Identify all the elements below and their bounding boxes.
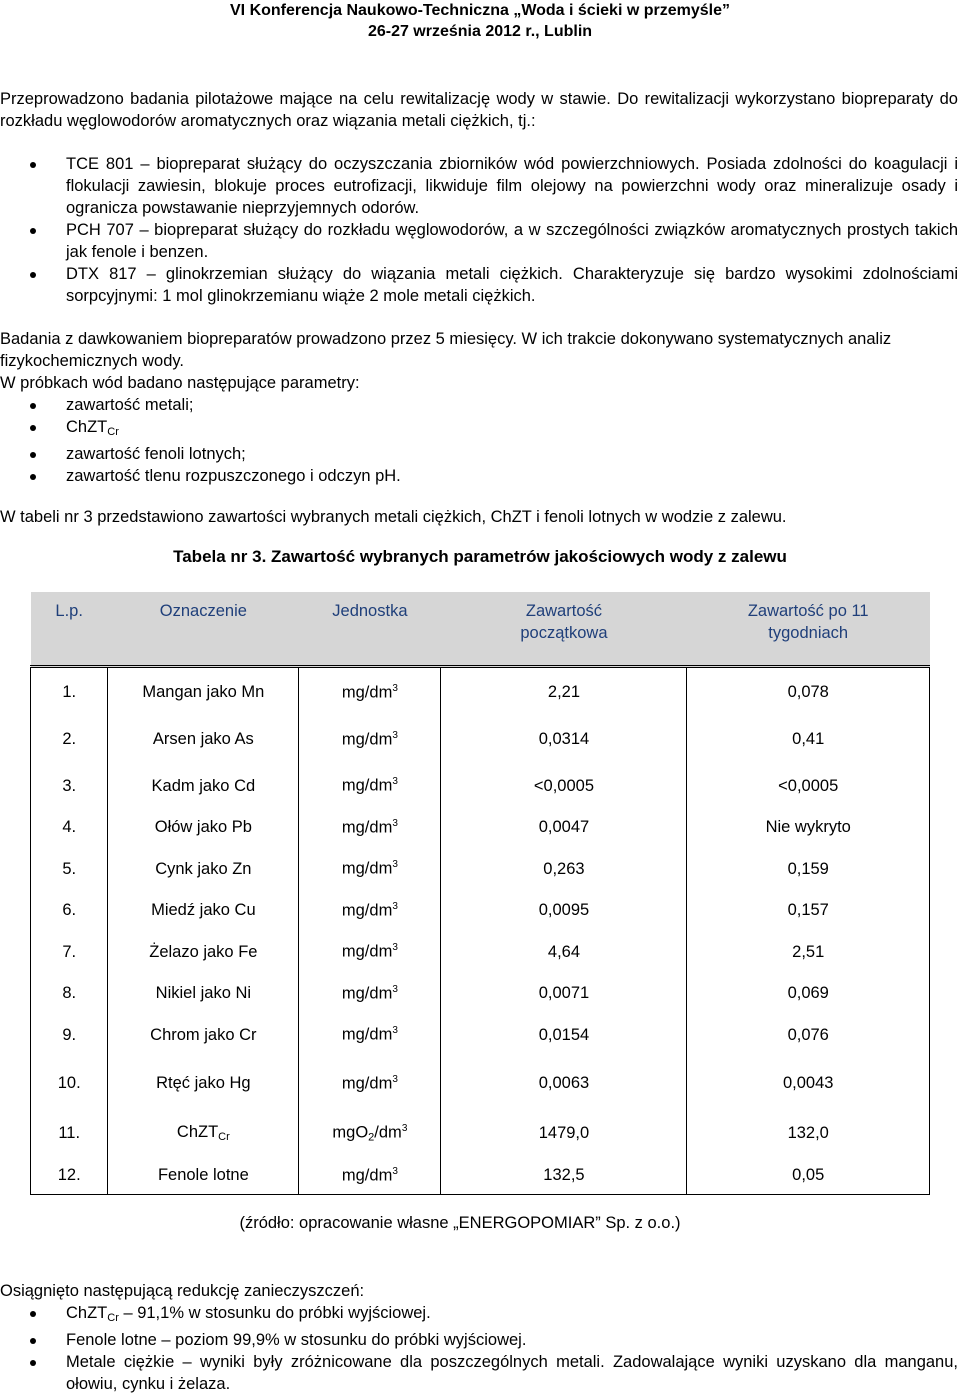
list-item: zawartość fenoli lotnych; — [0, 443, 958, 465]
bullet-icon — [30, 228, 36, 234]
column-header: Zawartość początkowa — [441, 592, 687, 667]
cell-after: 0,0043 — [687, 1059, 930, 1109]
cell-initial: 1479,0 — [441, 1109, 687, 1158]
cell-lp: 1. — [31, 667, 108, 717]
list-item: zawartość metali; — [0, 394, 958, 416]
table-caption: Tabela nr 3. Zawartość wybranych parametrów jakościowych wody z zalewu — [173, 547, 787, 566]
bullet-icon — [30, 162, 36, 168]
cell-lp: 11. — [31, 1109, 108, 1158]
bullet-icon — [30, 452, 36, 458]
cell-after: <0,0005 — [687, 763, 930, 810]
table-row — [31, 810, 930, 846]
cell-name: Nikiel jako Ni — [108, 976, 299, 1012]
table-row — [31, 717, 930, 763]
cell-name: Fenole lotne — [108, 1158, 299, 1195]
list-item: TCE 801 – biopreparat służący do oczyszczania zbiorników wód powierzchniowych. Posiada zdolności do koagulacji i flokulacji zawiesin, blokuje proces eutrofizacji, likwiduje film olejowy na powierzchni wody oraz mineralizuje osady i ogranicza powstawanie nieprzyjemnych odorów. — [0, 153, 958, 219]
table-row — [31, 846, 930, 893]
cell-after: 0,157 — [687, 893, 930, 929]
cell-initial: 2,21 — [441, 667, 687, 717]
list-item: ChZT$_{Cr}$ — [0, 416, 958, 443]
cell-unit: $mg/dm^3$ — [299, 717, 441, 763]
table-row — [31, 1012, 930, 1059]
cell-unit: $mgO_2/dm^3$ — [299, 1109, 441, 1158]
table-row — [31, 763, 930, 810]
table-row — [31, 976, 930, 1012]
bullet-icon — [30, 474, 36, 480]
bullet-icon — [30, 272, 36, 278]
list-item: DTX 817 – glinokrzemian służący do wiązania metali ciężkich. Charakteryzuje się bardzo wysokimi zdolnościami sorpcyjnymi: 1 mol glinokrzemianu wiąże 2 mole metali ciężkich. — [0, 263, 958, 307]
params-list — [0, 394, 958, 487]
column-header: Oznaczenie — [108, 592, 299, 667]
cell-lp: 12. — [31, 1158, 108, 1195]
cell-initial: 0,0047 — [441, 810, 687, 846]
intro-paragraph: Przeprowadzono badania pilotażowe mające na celu rewitalizację wody w stawie. Do rewitalizacji wykorzystano biopreparaty do rozkładu węglowodorów aromatycznych oraz wiązania metali ciężkich, tj.: — [0, 90, 958, 130]
cell-name: Arsen jako As — [108, 717, 299, 763]
cell-initial: 0,0095 — [441, 893, 687, 929]
table-row — [31, 1158, 930, 1195]
cell-initial: 0,0063 — [441, 1059, 687, 1109]
table-row — [31, 893, 930, 929]
cell-lp: 10. — [31, 1059, 108, 1109]
list-item: zawartość tlenu rozpuszczonego i odczyn pH. — [0, 465, 958, 487]
cell-unit: $mg/dm^3$ — [299, 1012, 441, 1059]
cell-lp: 5. — [31, 846, 108, 893]
cell-lp: 2. — [31, 717, 108, 763]
cell-initial: 4,64 — [441, 929, 687, 976]
bullet-icon — [30, 1311, 36, 1317]
list-item: PCH 707 – biopreparat służący do rozkładu węglowodorów, a w szczególności związków aromatycznych prostych takich jak fenole i benzen. — [0, 219, 958, 263]
source-note: (źródło: opracowanie własne „ENERGOPOMIAR” Sp. z o.o.) — [239, 1214, 681, 1232]
list-item: ChZT$_{Cr}$ – 91,1% w stosunku do próbki wyjściowej. — [0, 1302, 958, 1329]
column-header: L.p. — [31, 592, 108, 667]
cell-after: 0,05 — [687, 1158, 930, 1195]
cell-initial: 0,263 — [441, 846, 687, 893]
table-intro: W tabeli nr 3 przedstawiono zawartości wybranych metali ciężkich, ChZT i fenoli lotnych w wodzie z zalewu. — [0, 508, 787, 526]
cell-initial: 0,0154 — [441, 1012, 687, 1059]
parameters-table — [30, 592, 930, 1195]
cell-initial: 0,0314 — [441, 717, 687, 763]
cell-unit: $mg/dm^3$ — [299, 929, 441, 976]
cell-initial: <0,0005 — [441, 763, 687, 810]
reduction-intro: Osiągnięto następującą redukcję zanieczyszczeń: — [0, 1282, 365, 1300]
cell-after: 132,0 — [687, 1109, 930, 1158]
list-item: Metale ciężkie – wyniki były zróżnicowane dla poszczególnych metali. Zadowalające wyniki uzyskano dla manganu, ołowiu, cynku i żelaza. — [0, 1351, 958, 1395]
cell-name: Kadm jako Cd — [108, 763, 299, 810]
conference-header — [0, 0, 960, 42]
table-row — [31, 929, 930, 976]
cell-initial: 132,5 — [441, 1158, 687, 1195]
cell-unit: $mg/dm^3$ — [299, 893, 441, 929]
cell-name: Cynk jako Zn — [108, 846, 299, 893]
bullet-icon — [30, 1338, 36, 1344]
reductions-list — [0, 1302, 958, 1395]
cell-lp: 6. — [31, 893, 108, 929]
cell-name: Ołów jako Pb — [108, 810, 299, 846]
table-row — [31, 1109, 930, 1158]
cell-name: Miedź jako Cu — [108, 893, 299, 929]
cell-lp: 4. — [31, 810, 108, 846]
cell-lp: 9. — [31, 1012, 108, 1059]
cell-name: Chrom jako Cr — [108, 1012, 299, 1059]
bullet-icon — [30, 1360, 36, 1366]
cell-initial: 0,0071 — [441, 976, 687, 1012]
table-header-row — [31, 592, 930, 667]
cell-lp: 7. — [31, 929, 108, 976]
cell-unit: $mg/dm^3$ — [299, 667, 441, 717]
cell-after: Nie wykryto — [687, 810, 930, 846]
cell-unit: $mg/dm^3$ — [299, 810, 441, 846]
cell-unit: $mg/dm^3$ — [299, 846, 441, 893]
cell-lp: 8. — [31, 976, 108, 1012]
column-header: Jednostka — [299, 592, 441, 667]
cell-unit: $mg/dm^3$ — [299, 976, 441, 1012]
cell-lp: 3. — [31, 763, 108, 810]
cell-after: 0,41 — [687, 717, 930, 763]
cell-unit: $mg/dm^3$ — [299, 763, 441, 810]
cell-after: 0,076 — [687, 1012, 930, 1059]
preparations-list — [0, 153, 958, 307]
cell-after: 0,159 — [687, 846, 930, 893]
cell-name: Żelazo jako Fe — [108, 929, 299, 976]
bullet-icon — [30, 425, 36, 431]
params-intro: W próbkach wód badano następujące parametry: — [0, 374, 360, 392]
table-row — [31, 1059, 930, 1109]
cell-name: ChZT$_{Cr}$ — [108, 1109, 299, 1158]
column-header: Zawartość po 11 tygodniach — [687, 592, 930, 667]
list-item: Fenole lotne – poziom 99,9% w stosunku do próbki wyjściowej. — [0, 1329, 958, 1351]
cell-name: Mangan jako Mn — [108, 667, 299, 717]
cell-unit: $mg/dm^3$ — [299, 1158, 441, 1195]
study-paragraph: Badania z dawkowaniem biopreparatów prowadzono przez 5 miesięcy. W ich trakcie dokonywano systematycznych analiz fizykochemicznych wody. — [0, 330, 892, 370]
cell-after: 0,069 — [687, 976, 930, 1012]
bullet-icon — [30, 403, 36, 409]
cell-name: Rtęć jako Hg — [108, 1059, 299, 1109]
conference-date: 26-27 września 2012 r., Lublin — [367, 23, 593, 40]
cell-after: 0,078 — [687, 667, 930, 717]
table-row — [31, 667, 930, 717]
cell-after: 2,51 — [687, 929, 930, 976]
cell-unit: $mg/dm^3$ — [299, 1059, 441, 1109]
conference-title: VI Konferencja Naukowo-Techniczna „Woda i ścieki w przemyśle” — [230, 2, 730, 19]
